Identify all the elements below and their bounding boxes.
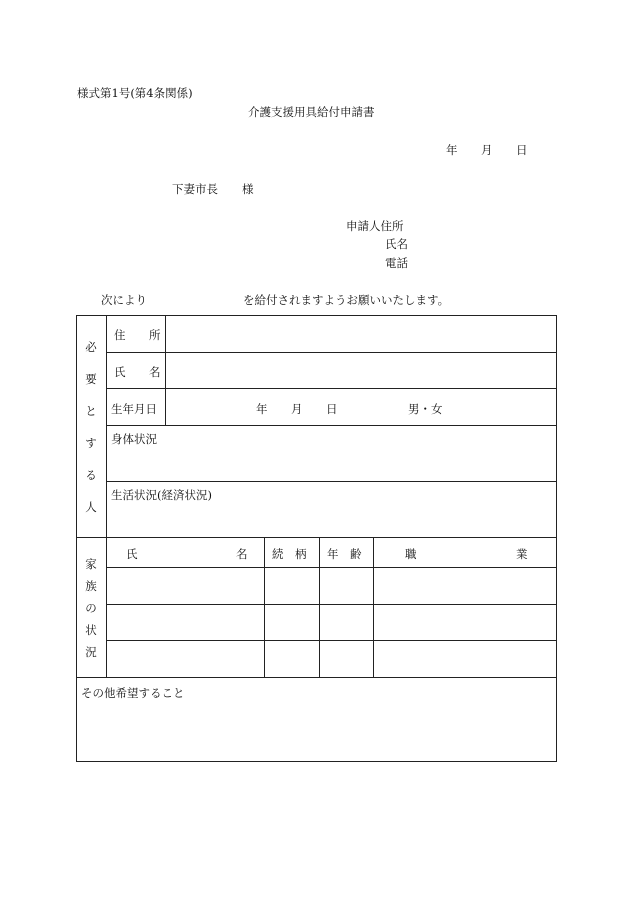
side-char: と — [85, 404, 97, 418]
form-title: 介護支援用具給付申請書 — [248, 105, 375, 119]
row-divider — [106, 425, 557, 426]
side-char: る — [85, 468, 97, 482]
other-requests-label: その他希望すること — [81, 686, 185, 700]
section-divider — [76, 677, 557, 678]
physical-condition-field[interactable] — [107, 446, 556, 480]
family-col-relation: 続 柄 — [272, 547, 307, 561]
addressee-honorific: 様 — [242, 182, 254, 196]
side-char: 族 — [85, 579, 97, 593]
birth-year: 年 — [256, 402, 268, 416]
side-char: 家 — [85, 557, 97, 571]
birth-month: 月 — [291, 402, 303, 416]
family-col-job-a: 職 — [405, 547, 417, 561]
address-label-b: 所 — [149, 328, 161, 342]
physical-condition-label: 身体状況 — [111, 432, 157, 446]
family-row[interactable] — [107, 605, 556, 639]
birth-day: 日 — [326, 402, 338, 416]
form-number: 様式第1号(第4条関係) — [77, 86, 193, 100]
family-col-name-b: 名 — [236, 547, 248, 561]
address-field[interactable] — [166, 316, 556, 351]
side-char: の — [85, 601, 97, 615]
address-label-a: 住 — [114, 328, 126, 342]
name-label-b: 名 — [149, 365, 161, 379]
applicant-name-label: 氏名 — [385, 237, 408, 251]
name-label-a: 氏 — [114, 365, 126, 379]
addressee-name: 下妻市長 — [172, 182, 218, 196]
living-condition-label: 生活状況(経済状況) — [111, 488, 212, 502]
living-condition-field[interactable] — [107, 502, 556, 536]
intro-suffix: を給付されますようお願いいたします。 — [243, 293, 450, 307]
section-divider — [76, 537, 557, 538]
sex-options[interactable]: 男・女 — [408, 402, 443, 416]
family-col-name-a: 氏 — [126, 547, 138, 561]
family-col-age: 年 齢 — [327, 547, 362, 561]
side-char: 要 — [85, 372, 97, 386]
row-divider — [106, 388, 557, 389]
birthdate-label: 生年月日 — [111, 402, 157, 416]
side-char: 必 — [85, 340, 97, 354]
date-month: 月 — [481, 143, 493, 157]
applicant-phone-label: 電話 — [385, 256, 408, 270]
side-char: 人 — [85, 500, 97, 514]
other-requests-field[interactable] — [77, 702, 556, 760]
family-row[interactable] — [107, 568, 556, 603]
date-day: 日 — [516, 143, 528, 157]
date-year: 年 — [446, 143, 458, 157]
name-field[interactable] — [166, 353, 556, 387]
side-char: す — [85, 436, 97, 450]
row-divider — [106, 481, 557, 482]
family-col-job-b: 業 — [516, 547, 528, 561]
family-row[interactable] — [107, 641, 556, 676]
side-char: 況 — [85, 645, 97, 659]
side-char: 状 — [85, 623, 97, 637]
intro-prefix: 次により — [101, 293, 147, 307]
applicant-address-label: 申請人住所 — [346, 219, 404, 233]
